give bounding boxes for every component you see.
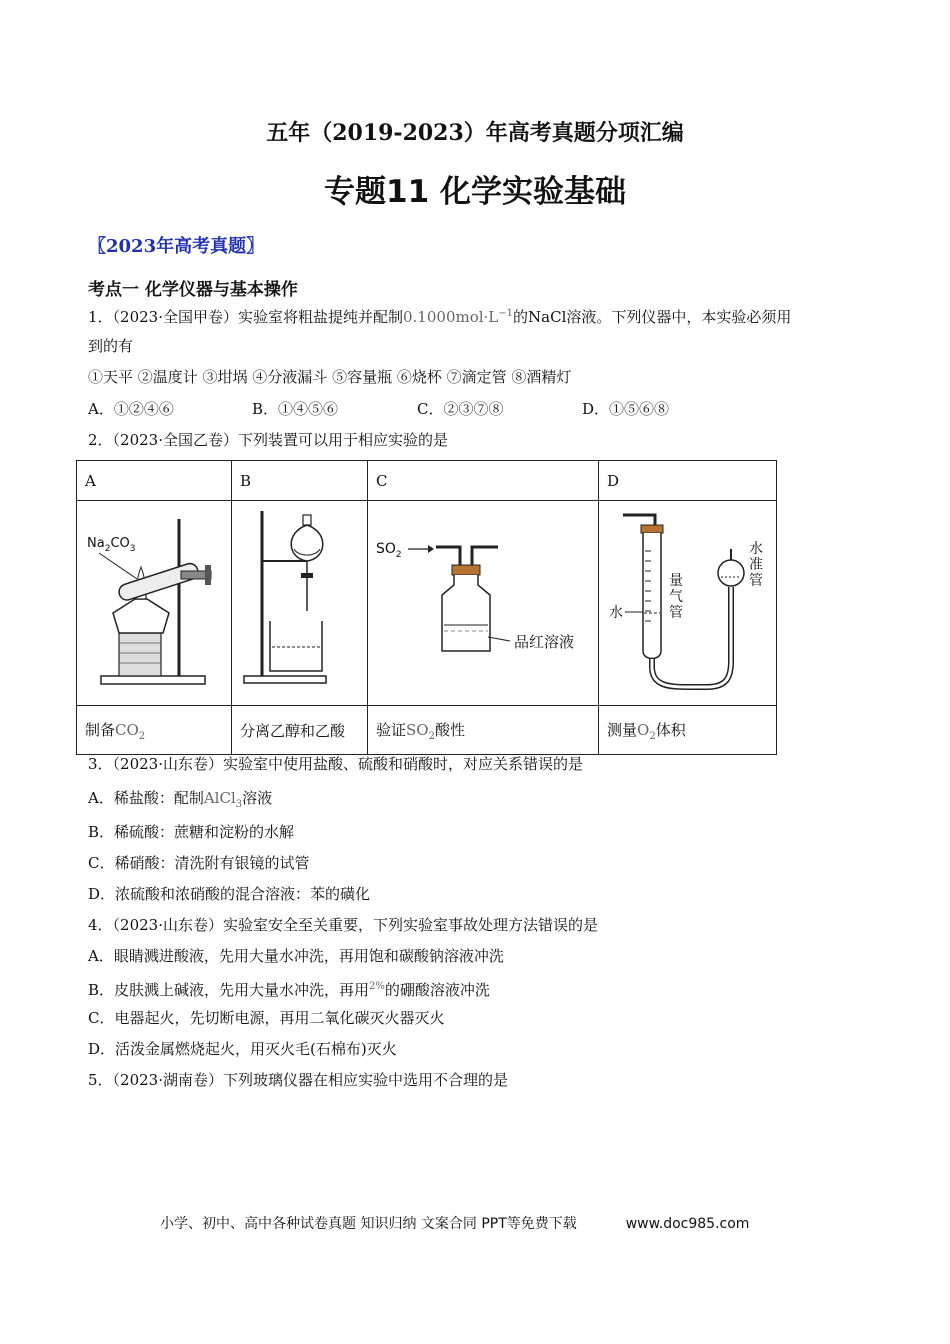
q1-option-a: A．①②④⑥ xyxy=(88,400,174,418)
q3-option-c: C．稀硝酸：清洗附有银镜的试管 xyxy=(88,854,310,872)
q1-option-d: D．①⑤⑥⑧ xyxy=(582,400,670,418)
svg-text:品红溶液: 品红溶液 xyxy=(514,633,575,651)
q3-option-d: D．浓硫酸和浓硝酸的混合溶液：苯的磺化 xyxy=(88,885,371,903)
footer-text: 小学、初中、高中各种试卷真题 知识归纳 文案合同 PPT等免费下载 xyxy=(160,1216,577,1232)
q1-stem-pre: 1．（2023·全国甲卷）实验室将粗盐提纯并配制 xyxy=(88,308,403,326)
svg-text:气: 气 xyxy=(669,589,683,605)
q1-stem-line2: 到的有 xyxy=(88,337,134,355)
svg-text:准: 准 xyxy=(749,557,763,573)
q2-header-b: B xyxy=(232,461,368,501)
q5-stem: 5．（2023·湖南卷）下列玻璃仪器在相应实验中选用不合理的是 xyxy=(88,1071,508,1089)
q2-caption-a: 制备$CO_2$ xyxy=(77,706,232,755)
q2-caption-b: 分离乙醇和乙酸 xyxy=(232,706,368,755)
q2-header-c: C xyxy=(368,461,599,501)
svg-text:管: 管 xyxy=(749,573,763,589)
svg-text:水: 水 xyxy=(749,541,763,557)
q1-formula xyxy=(403,308,513,326)
q2-stem: 2．（2023·全国乙卷）下列装置可以用于相应实验的是 xyxy=(88,431,448,449)
q4-option-b: B．皮肤溅上碱液，先用大量水冲洗，再用$^{2\%}$的硼酸溶液冲洗 xyxy=(88,981,490,999)
q2-figure-a-cell xyxy=(77,501,232,706)
q3-option-b: B．稀硫酸：蔗糖和淀粉的水解 xyxy=(88,823,295,841)
svg-text:SO2: $SO_2$ xyxy=(376,541,402,560)
q4-option-d: D．活泼金属燃烧起火，用灭火毛(石棉布)灭火 xyxy=(88,1040,397,1058)
q2-header-d: D xyxy=(599,461,777,501)
topic-title: 专题11 化学实验基础 xyxy=(324,174,626,210)
svg-text:水: 水 xyxy=(609,605,623,621)
q1-formula-sup: −1 xyxy=(498,308,514,319)
q2-figure-d-cell xyxy=(599,501,777,706)
q2-header-a: A xyxy=(77,461,232,501)
q3-option-a: A．稀盐酸：配制AlCl$_3$溶液 xyxy=(88,789,273,810)
q1-items: ①天平 ②温度计 ③坩埚 ④分液漏斗 ⑤容量瓶 ⑥烧杯 ⑦滴定管 ⑧酒精灯 xyxy=(88,368,572,386)
q2-figure-b xyxy=(232,501,367,701)
svg-text:管: 管 xyxy=(669,605,683,621)
q1-option-c: C．②③⑦⑧ xyxy=(417,400,504,418)
footer-url[interactable]: www.doc985.com xyxy=(625,1216,750,1232)
svg-text:量: 量 xyxy=(669,573,683,589)
section-heading: 〖2023年高考真题〗 xyxy=(88,236,265,257)
q2-figure-c xyxy=(368,501,598,701)
q2-figure-d xyxy=(599,501,776,701)
q2-apparatus-table xyxy=(76,460,777,755)
q1-stem-post: 溶液。下列仪器中，本实验必须用 xyxy=(566,308,792,326)
q2-caption-d: 测量$O_2$体积 xyxy=(599,706,777,755)
q4-option-a: A．眼睛溅进酸液，先用大量水冲洗，再用饱和碳酸钠溶液冲洗 xyxy=(88,947,504,965)
q1-option-b: B．①④⑤⑥ xyxy=(252,400,339,418)
document-title: 五年（2019-2023）年高考真题分项汇编 xyxy=(266,120,684,146)
q2-figure-c-cell xyxy=(368,501,599,706)
page-footer xyxy=(160,1213,749,1233)
q1-stem xyxy=(88,304,791,327)
q2-figure-b-cell xyxy=(232,501,368,706)
q1-formula-base: 0.1000mol·L xyxy=(403,308,499,326)
q1-formula-tail: 的NaCl xyxy=(513,308,567,326)
q3-stem: 3．（2023·山东卷）实验室中使用盐酸、硫酸和硝酸时，对应关系错误的是 xyxy=(88,755,583,773)
svg-text:Na2CO3: $Na_2CO_3$ xyxy=(87,536,136,554)
kaodian-heading: 考点一 化学仪器与基本操作 xyxy=(88,280,298,300)
q4-stem: 4．（2023·山东卷）实验室安全至关重要，下列实验室事故处理方法错误的是 xyxy=(88,916,598,934)
q4-option-c: C．电器起火，先切断电源，再用二氧化碳灭火器灭火 xyxy=(88,1009,445,1027)
q2-figure-a xyxy=(77,501,231,701)
q2-caption-c: 验证$SO_2$酸性 xyxy=(368,706,599,755)
